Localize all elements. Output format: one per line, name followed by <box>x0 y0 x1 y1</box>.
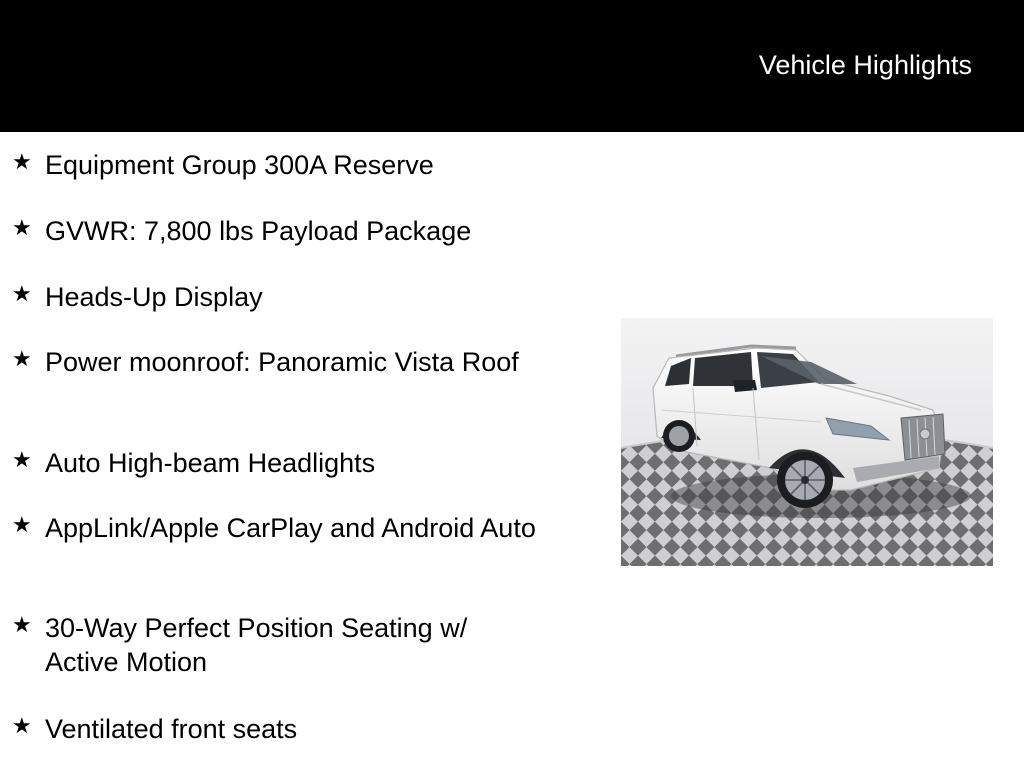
highlight-text: Power moonroof: Panoramic Vista Roof <box>45 347 519 377</box>
highlight-text: Ventilated front seats <box>45 714 298 744</box>
star-icon: ★ <box>12 513 32 538</box>
highlight-text: GVWR: 7,800 lbs Payload Package <box>45 216 472 246</box>
star-icon: ★ <box>12 714 32 739</box>
star-icon: ★ <box>12 216 32 241</box>
suv-illustration <box>621 318 993 566</box>
star-icon: ★ <box>12 448 32 473</box>
star-icon: ★ <box>12 613 32 638</box>
star-icon: ★ <box>12 347 32 372</box>
header-bar <box>0 0 1024 132</box>
highlight-text: Equipment Group 300A Reserve <box>45 150 434 180</box>
page-title: Vehicle Highlights <box>758 50 972 80</box>
highlight-text: AppLink/Apple CarPlay and Android Auto <box>45 513 536 543</box>
highlight-text: Auto High-beam Headlights <box>45 448 376 478</box>
highlight-text: Heads-Up Display <box>45 282 263 312</box>
star-icon: ★ <box>12 150 32 175</box>
vehicle-photo <box>621 318 993 566</box>
highlight-text: 30-Way Perfect Position Seating w/ Active Motion <box>45 613 468 677</box>
star-icon: ★ <box>12 282 32 307</box>
